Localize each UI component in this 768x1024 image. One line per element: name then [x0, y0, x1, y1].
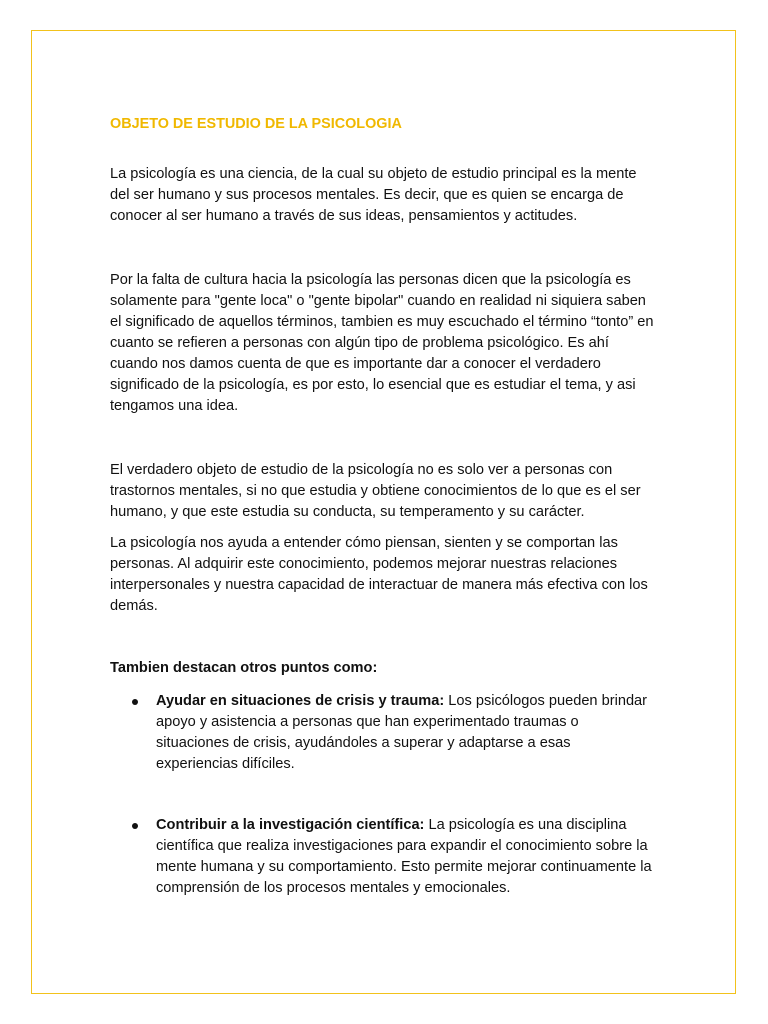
list-item [110, 691, 655, 775]
paragraph-1: La psicología es una ciencia, de la cual su objeto de estudio principal es la mente del ser humano y sus procesos mentales. Es decir, que es quien se encarga de conocer al ser humano a través de sus ideas, pensamientos y actitudes. [110, 166, 637, 224]
document-body [110, 114, 655, 899]
points-list [110, 691, 655, 899]
bullet-icon [132, 699, 138, 705]
point-title: Ayudar en situaciones de crisis y trauma: [156, 693, 445, 709]
paragraph-4: La psicología nos ayuda a entender cómo piensan, sienten y se comportan las personas. Al adquirir este conocimiento, podemos mejorar nuestras relaciones interpersonales y nuestra capacidad de interactuar de manera más efectiva con los demás. [110, 535, 648, 614]
paragraph-2: Por la falta de cultura hacia la psicología las personas dicen que la psicología es solamente para "gente loca" o "gente bipolar" cuando en realidad ni siquiera saben el significado de aquellos términos, tambien es muy escuchado el término “tonto” en cuanto se refieren a personas con algún tipo de problema psicológico. Es ahí cuando nos damos cuenta de que es importante dar a conocer el verdadero significado de la psicología, es por esto, lo esencial que es estudiar el tema, y asi tengamos una idea. [110, 272, 654, 414]
paragraph-3: El verdadero objeto de estudio de la psicología no es solo ver a personas con trastornos mentales, si no que estudia y obtiene conocimientos de lo que es el ser humano, y que este estudia su conducta, su temperamento y su carácter. [110, 462, 641, 520]
list-item [110, 815, 655, 899]
document-title: OBJETO DE ESTUDIO DE LA PSICOLOGIA [110, 116, 402, 132]
points-subheading: Tambien destacan otros puntos como: [110, 660, 378, 676]
point-title: Contribuir a la investigación científica: [156, 817, 425, 833]
point-text: La psicología es una disciplina científica que realiza investigaciones para expandir el conocimiento sobre la mente humana y su comportamiento. Esto permite mejorar continuamente la comprensión de los procesos mentales y emocionales. [156, 817, 652, 896]
point-text: Los psicólogos pueden brindar apoyo y asistencia a personas que han experimentado traumas o situaciones de crisis, ayudándoles a superar y adaptarse a esas experiencias difíciles. [156, 693, 648, 772]
bullet-icon [132, 823, 138, 829]
